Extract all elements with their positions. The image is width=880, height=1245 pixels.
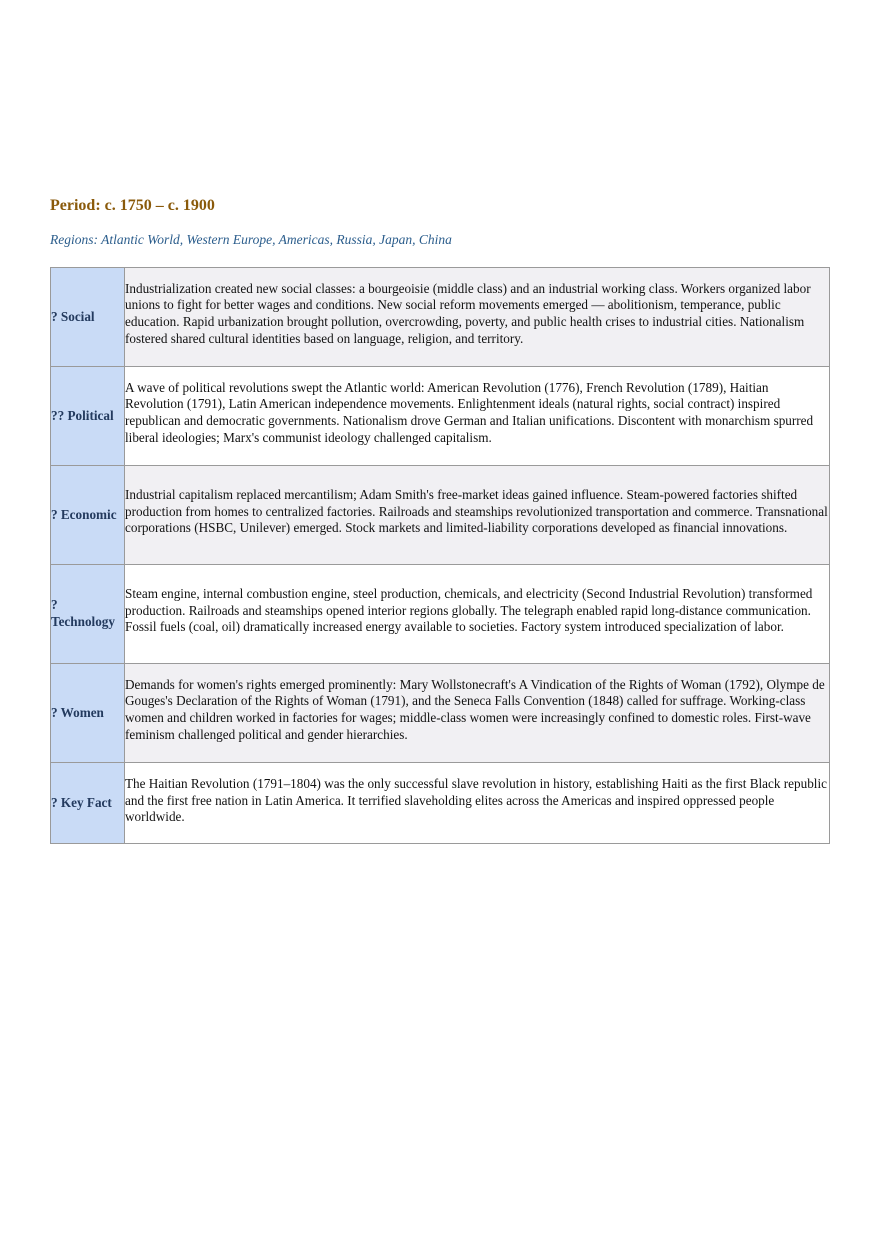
category-cell-technology: ? Technology (51, 565, 125, 664)
table-row (51, 565, 830, 664)
table-row (51, 664, 830, 763)
table-row (51, 466, 830, 565)
description-cell-economic (125, 466, 830, 565)
description-text: The Haitian Revolution (1791–1804) was the only successful slave revolution in history, establishing Haiti as the first Black republic and the first free nation in Latin America. It terrified slaveholding elites across the Americas and inspired oppressed people worldwide. (125, 776, 827, 825)
description-text: A wave of political revolutions swept the Atlantic world: American Revolution (1776), French Revolution (1789), Haitian Revolution (1791), Latin American independence movements. Enlightenment ideals (natural rights, social contract) inspired republican and democratic governments. Nationalism drove German and Italian unifications. Discontent with monarchism spurred liberal ideologies; Marx's communist ideology challenged capitalism. (125, 379, 814, 445)
category-cell-key-fact: ? Key Fact (51, 763, 125, 844)
description-text: Industrial capitalism replaced mercantilism; Adam Smith's free-market ideas gained influence. Steam-powered factories shifted production from homes to centralized factories. Railroads and steamships revolutionized transportation and commerce. Transnational corporations (HSBC, Unilever) emerged. Stock markets and limited-liability corporations developed as financial innovations. (125, 487, 828, 536)
category-cell-women: ? Women (51, 664, 125, 763)
description-text: Demands for women's rights emerged prominently: Mary Wollstonecraft's A Vindication of the Rights of Woman (1792), Olympe de Gouges's Declaration of the Rights of Woman (1791), and the Seneca Falls Convention (1848) called for suffrage. Working-class women and children worked in factories for wages; middle-class women were increasingly confined to domestic roles. First-wave feminism challenged political and gender hierarchies. (125, 676, 825, 742)
table-row (51, 268, 830, 367)
description-cell-women (125, 664, 830, 763)
category-cell-political: ?? Political (51, 367, 125, 466)
category-cell-social: ? Social (51, 268, 125, 367)
description-cell-political (125, 367, 830, 466)
regions-subtitle: Regions: Atlantic World, Western Europe, Americas, Russia, Japan, China (50, 232, 452, 247)
period-heading: Period: c. 1750 – c. 1900 (50, 197, 215, 214)
category-cell-economic: ? Economic (51, 466, 125, 565)
description-cell-technology (125, 565, 830, 664)
themes-table (50, 267, 830, 844)
table-row (51, 367, 830, 466)
description-cell-social (125, 268, 830, 367)
description-text: Industrialization created new social classes: a bourgeoisie (middle class) and an industrial working class. Workers organized labor unions to fight for better wages and conditions. New social reform movements emerged — abolitionism, temperance, public education. Rapid urbanization brought pollution, overcrowding, poverty, and public health crises to industrial cities. Nationalism fostered shared cultural identities based on language, religion, and territory. (125, 280, 811, 346)
description-cell-key-fact (125, 763, 830, 844)
description-text: Steam engine, internal combustion engine, steel production, chemicals, and electricity (Second Industrial Revolution) transformed production. Railroads and steamships opened interior regions globally. The telegraph enabled rapid long-distance communication. Fossil fuels (coal, oil) dramatically increased energy available to societies. Factory system introduced specialization of labor. (125, 586, 813, 635)
table-row (51, 763, 830, 844)
